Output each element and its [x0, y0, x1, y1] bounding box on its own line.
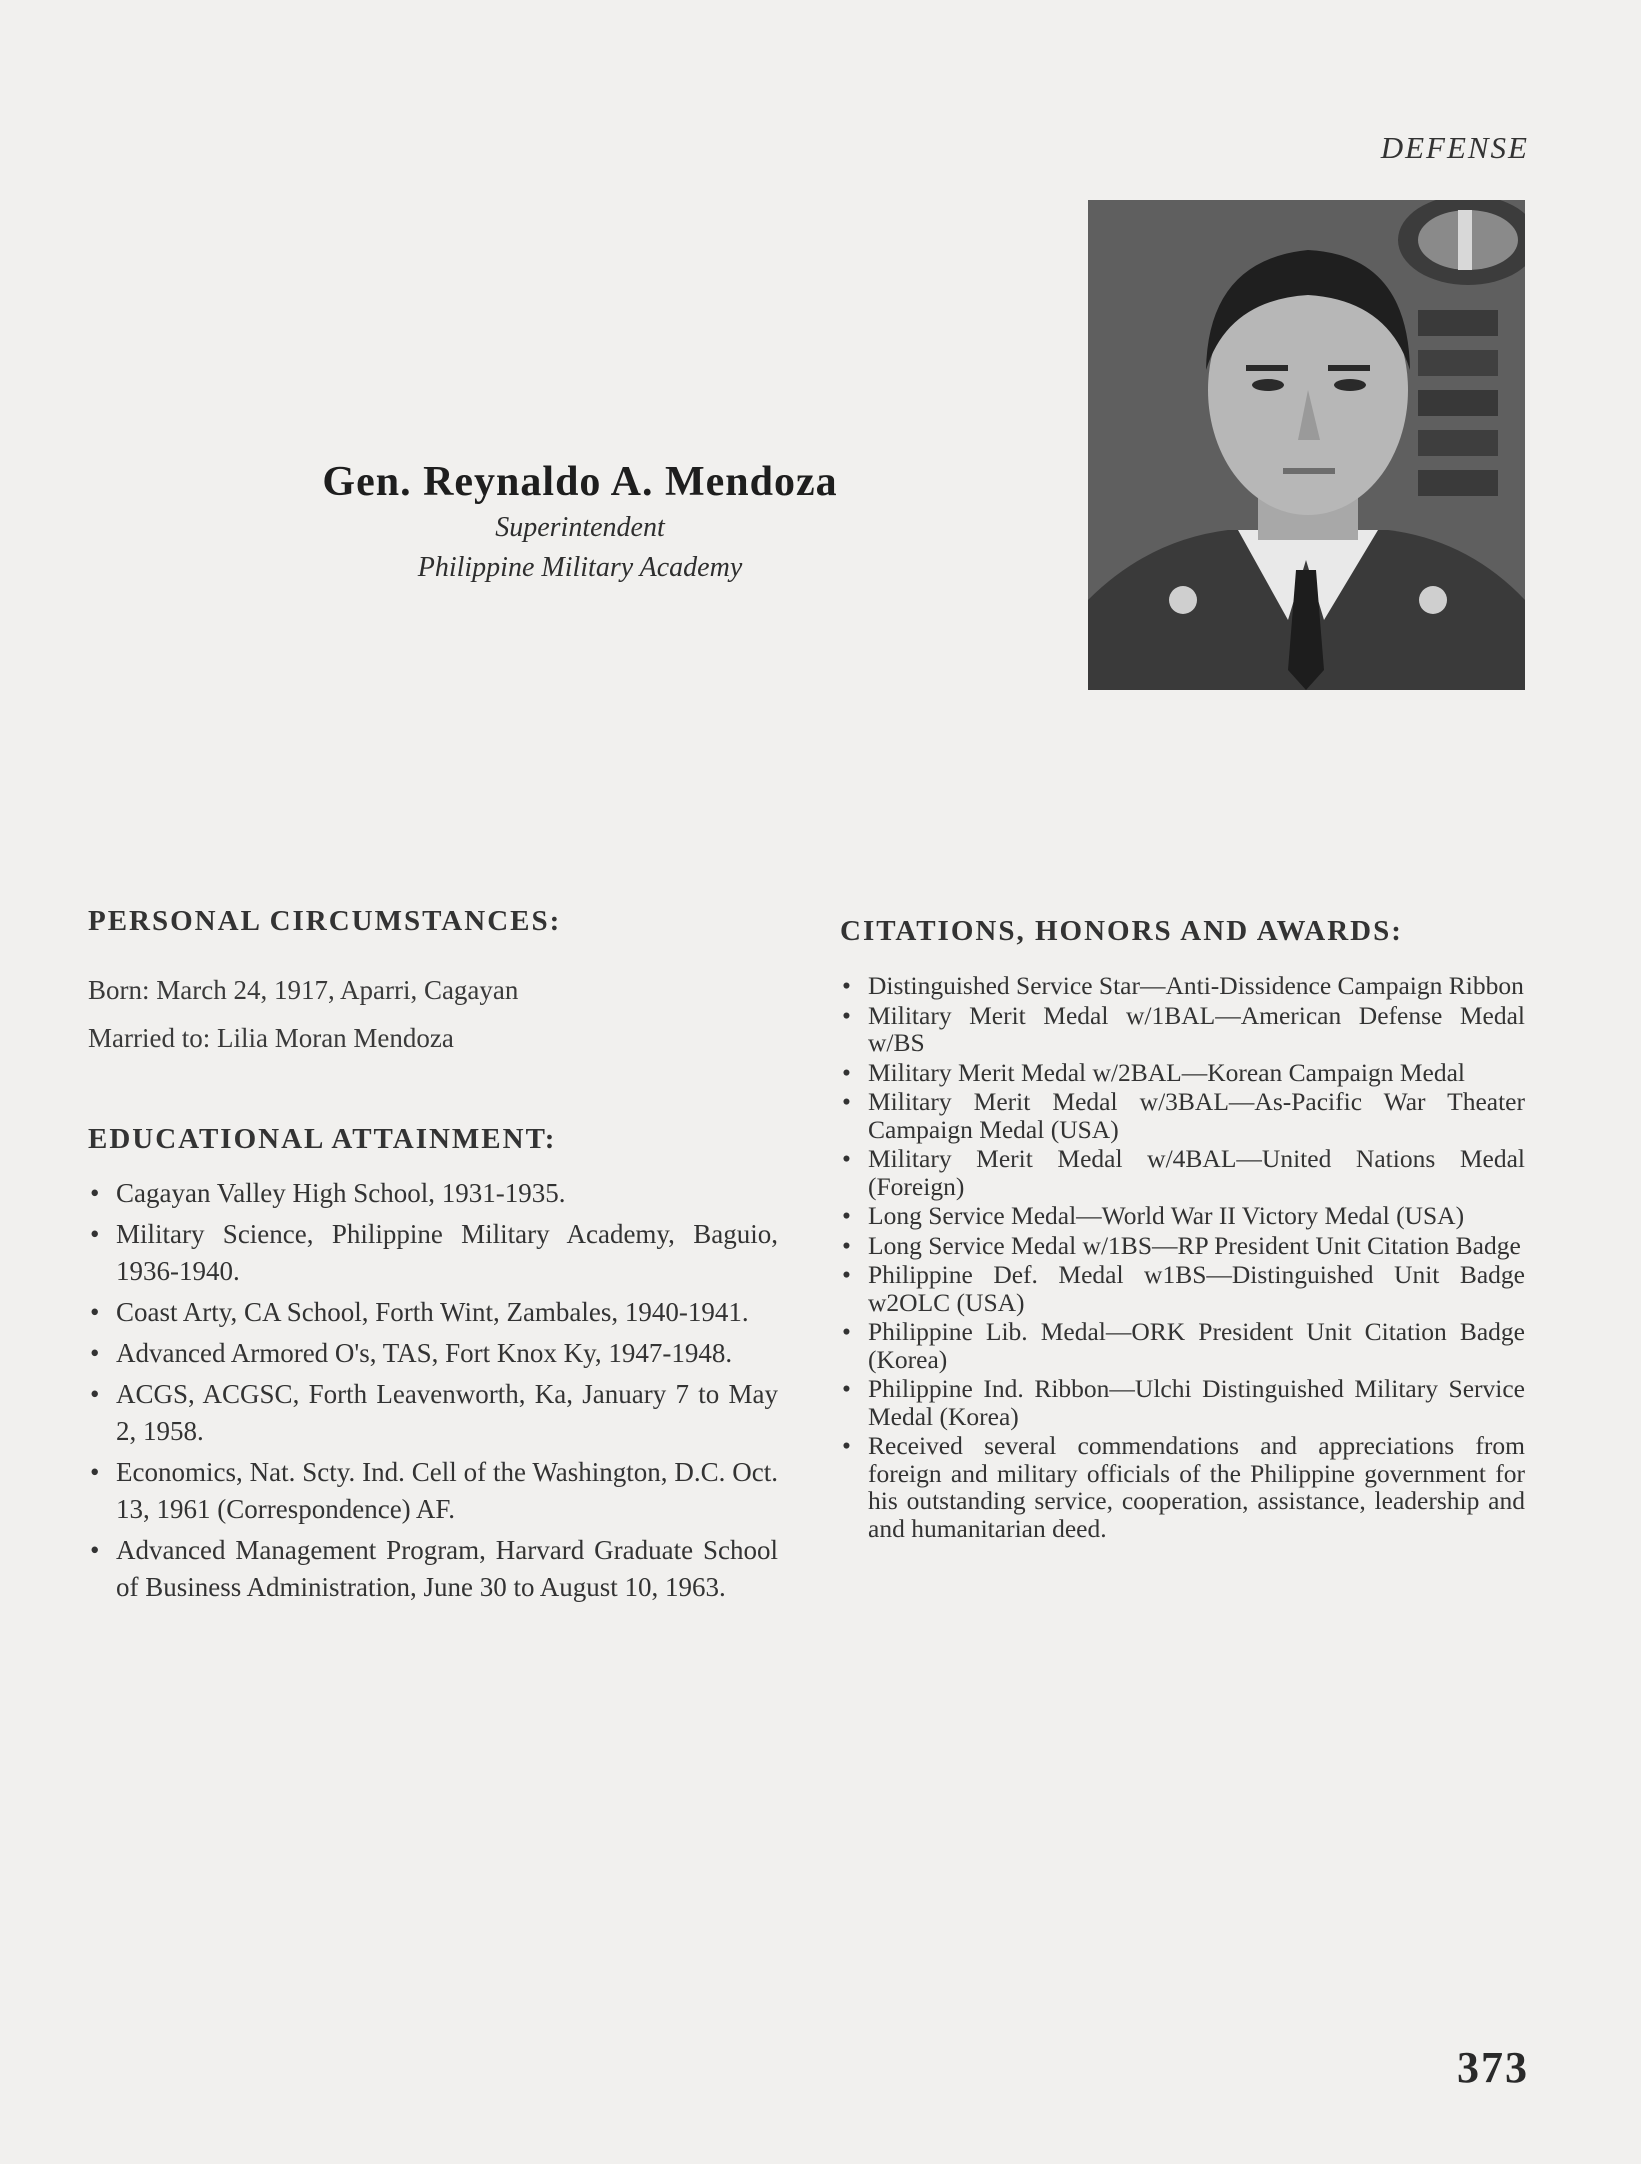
birth-info: Born: March 24, 1917, Aparri, Cagayan — [88, 975, 519, 1005]
education-item: • Military Science, Philippine Military Academy, Baguio, 1936-1940. — [88, 1216, 778, 1290]
portrait-image — [1088, 200, 1525, 690]
profile-header — [300, 458, 860, 586]
award-item: • Long Service Medal—World War II Victory Medal (USA) — [840, 1202, 1525, 1230]
education-item: • Advanced Management Program, Harvard Graduate School of Business Administration, June 30 to August 10, 1963. — [88, 1532, 778, 1606]
portrait-photo — [1088, 200, 1525, 690]
section-label: DEFENSE — [1380, 130, 1529, 165]
person-name: Gen. Reynaldo A. Mendoza — [322, 459, 838, 505]
awards-heading: CITATIONS, HONORS AND AWARDS: — [840, 915, 1403, 947]
award-item: • Philippine Def. Medal w1BS—Distinguished Unit Badge w2OLC (USA) — [840, 1261, 1525, 1316]
page-number: 373 — [1457, 2043, 1529, 2092]
award-item: • Received several commendations and appreciations from foreign and military officials of the Philippine government for his outstanding service, cooperation, assistance, leadership and and humanitarian deed. — [840, 1432, 1525, 1542]
education-item: • ACGS, ACGSC, Forth Leavenworth, Ka, January 7 to May 2, 1958. — [88, 1376, 778, 1450]
award-item: • Long Service Medal w/1BS—RP President Unit Citation Badge — [840, 1232, 1525, 1260]
award-item: • Military Merit Medal w/2BAL—Korean Campaign Medal — [840, 1059, 1525, 1087]
education-item: • Economics, Nat. Scty. Ind. Cell of the Washington, D.C. Oct. 13, 1961 (Correspondence) AF. — [88, 1454, 778, 1528]
award-item: • Philippine Lib. Medal—ORK President Unit Citation Badge (Korea) — [840, 1318, 1525, 1373]
person-office: Philippine Military Academy — [417, 552, 743, 583]
education-item: • Advanced Armored O's, TAS, Fort Knox Ky, 1947-1948. — [88, 1335, 778, 1372]
education-item: • Cagayan Valley High School, 1931-1935. — [88, 1175, 778, 1212]
award-item: • Military Merit Medal w/4BAL—United Nations Medal (Foreign) — [840, 1145, 1525, 1200]
personal-heading: PERSONAL CIRCUMSTANCES: — [88, 905, 562, 937]
person-position: Superintendent — [495, 512, 665, 543]
spouse-info: Married to: Lilia Moran Mendoza — [88, 1023, 454, 1053]
awards-list — [840, 972, 1525, 1544]
award-item: • Distinguished Service Star—Anti-Dissidence Campaign Ribbon — [840, 972, 1525, 1000]
education-list — [88, 1175, 778, 1610]
education-item: • Coast Arty, CA School, Forth Wint, Zambales, 1940-1941. — [88, 1294, 778, 1331]
education-heading: EDUCATIONAL ATTAINMENT: — [88, 1123, 557, 1155]
award-item: • Military Merit Medal w/1BAL—American Defense Medal w/BS — [840, 1002, 1525, 1057]
award-item: • Military Merit Medal w/3BAL—As-Pacific War Theater Campaign Medal (USA) — [840, 1088, 1525, 1143]
award-item: • Philippine Ind. Ribbon—Ulchi Distinguished Military Service Medal (Korea) — [840, 1375, 1525, 1430]
